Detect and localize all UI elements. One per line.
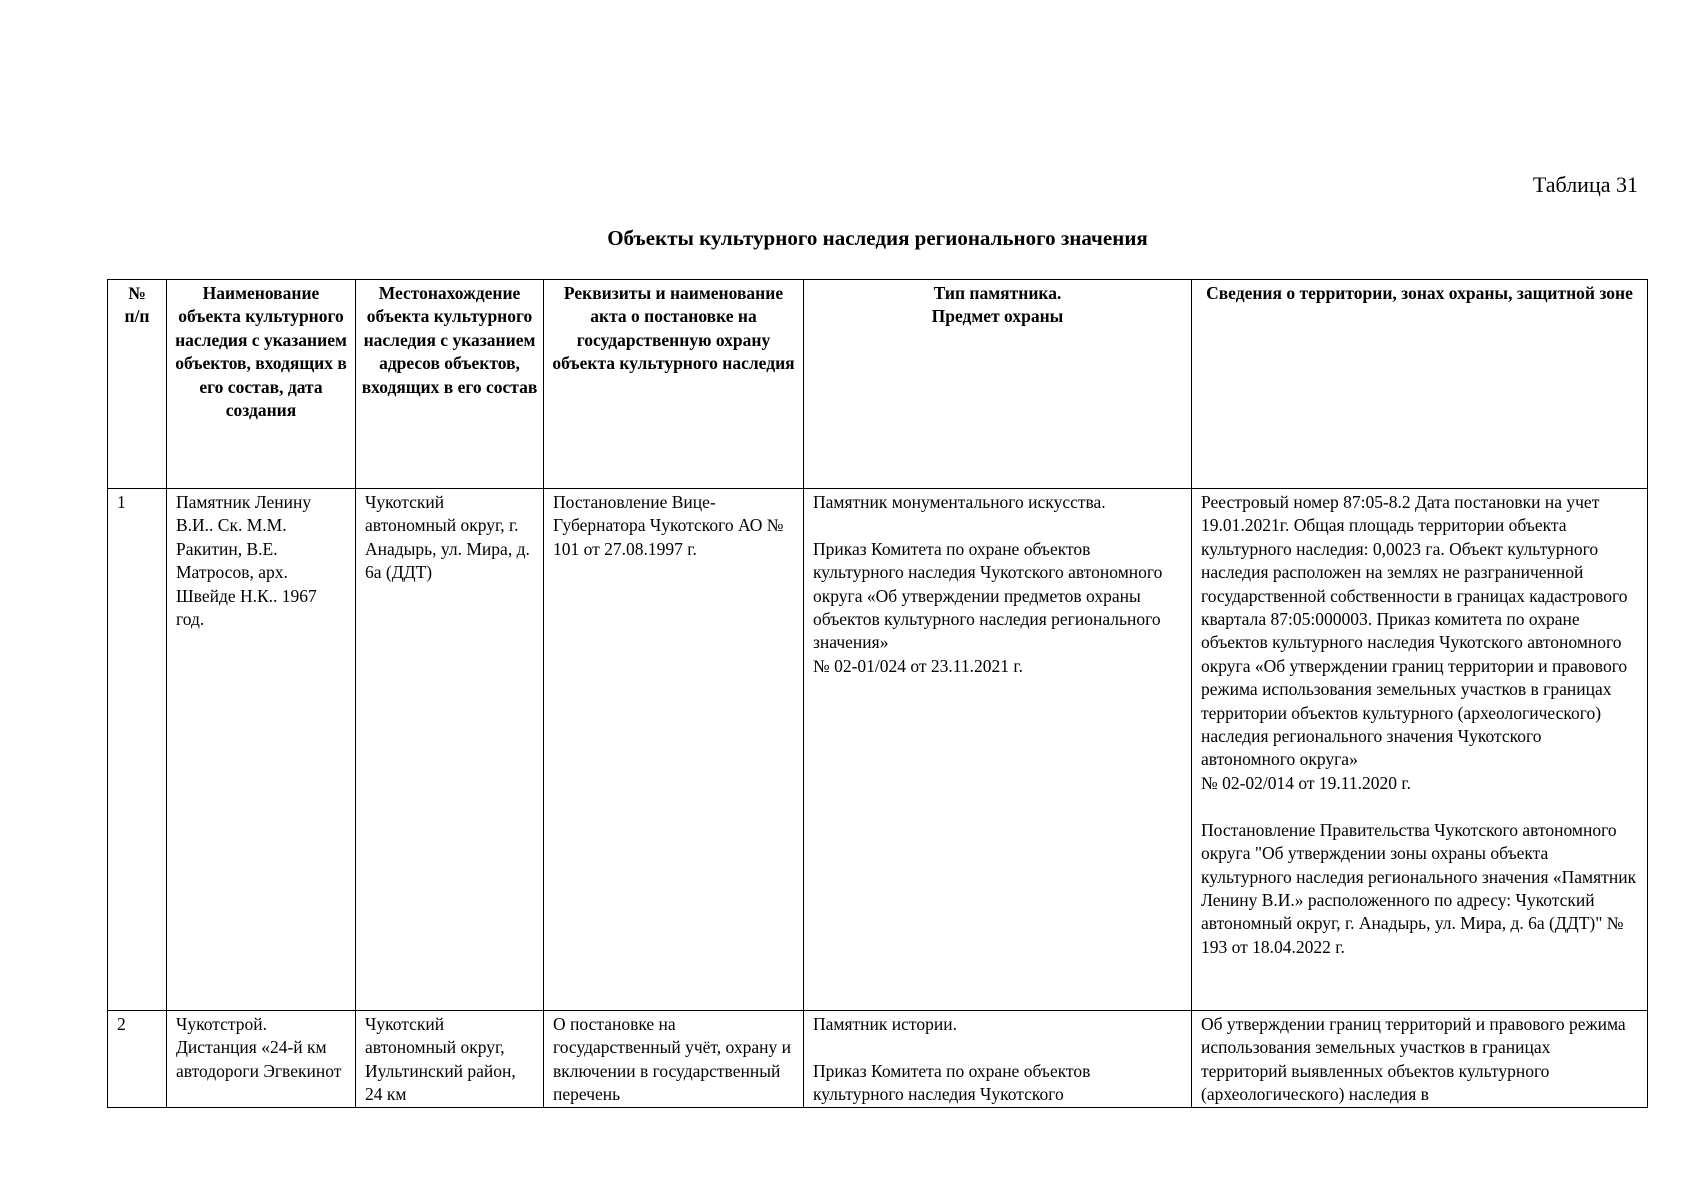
table-caption: Таблица 31 bbox=[1532, 172, 1638, 197]
header-object-name: Наименование объекта культурного наследия с указанием объектов, входящих в его состав, дата создания bbox=[167, 280, 356, 489]
table-row bbox=[108, 1011, 1648, 1108]
table-row bbox=[108, 489, 1648, 1011]
document-title: Объекты культурного наследия регионального значения bbox=[607, 226, 1148, 250]
cell-monument-type: Памятник монументального искусства. Приказ Комитета по охране объектов культурного наследия Чукотского автономного округа «Об утверждении предметов охраны объектов культурного наследия регионального значения» № 02-01/024 от 23.11.2021 г. bbox=[804, 489, 1192, 1011]
cell-territory-info: Реестровый номер 87:05-8.2 Дата постановки на учет 19.01.2021г. Общая площадь территории объекта культурного наследия: 0,0023 га. Объект культурного наследия расположен на землях не разграниченной государственной собственности в границах кадастрового квартала 87:05:000003. Приказ комитета по охране объектов культурного наследия Чукотского автономного округа «Об утверждении границ территории и правового режима использования земельных участков в границах территории объектов культурного (археологического) наследия регионального значения Чукотского автономного округа» № 02-02/014 от 19.11.2020 г. Постановление Правительства Чукотского автономного округа "Об утверждении зоны охраны объекта культурного наследия регионального значения «Памятник Ленину В.И.» расположенного по адресу: Чукотский автономный округ, г. Анадырь, ул. Мира, д. 6а (ДДТ)" № 193 от 18.04.2022 г. bbox=[1192, 489, 1648, 1011]
table-header-row bbox=[108, 280, 1648, 489]
header-territory-info: Сведения о территории, зонах охраны, защитной зоне bbox=[1192, 280, 1648, 489]
cell-territory-info: Об утверждении границ территорий и правового режима использования земельных участков в границах территорий выявленных объектов культурного (археологического) наследия в bbox=[1192, 1011, 1648, 1108]
header-location: Местонахождение объекта культурного наследия с указанием адресов объектов, входящих в его состав bbox=[356, 280, 544, 489]
cell-number: 1 bbox=[108, 489, 167, 1011]
header-protection-act: Реквизиты и наименование акта о постановке на государственную охрану объекта культурного наследия bbox=[544, 280, 804, 489]
heritage-table bbox=[107, 279, 1648, 1108]
cell-object-name: Чукотстрой. Дистанция «24-й км автодороги Эгвекинот bbox=[167, 1011, 356, 1108]
cell-monument-type: Памятник истории. Приказ Комитета по охране объектов культурного наследия Чукотского bbox=[804, 1011, 1192, 1108]
header-monument-type: Тип памятника. Предмет охраны bbox=[804, 280, 1192, 489]
cell-protection-act: Постановление Вице-Губернатора Чукотского АО № 101 от 27.08.1997 г. bbox=[544, 489, 804, 1011]
cell-location: Чукотский автономный округ, г. Анадырь, ул. Мира, д. 6а (ДДТ) bbox=[356, 489, 544, 1011]
cell-object-name: Памятник Ленину В.И.. Ск. М.М. Ракитин, В.Е. Матросов, арх. Швейде Н.К.. 1967 год. bbox=[167, 489, 356, 1011]
header-number: № п/п bbox=[108, 280, 167, 489]
cell-number: 2 bbox=[108, 1011, 167, 1108]
cell-location: Чукотский автономный округ, Иультинский район, 24 км bbox=[356, 1011, 544, 1108]
cell-protection-act: О постановке на государственный учёт, охрану и включении в государственный перечень bbox=[544, 1011, 804, 1108]
